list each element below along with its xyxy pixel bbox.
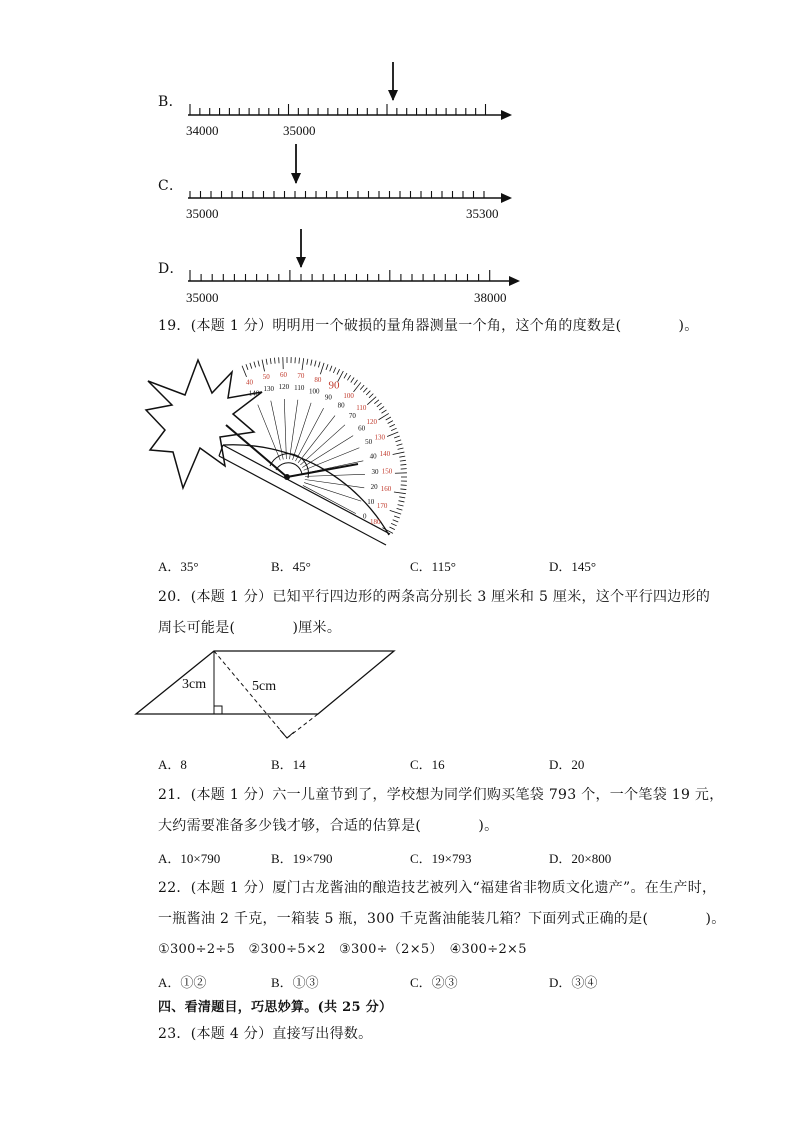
q20-option-b[interactable]: B．14 (271, 757, 306, 772)
tick-label-35300: 35300 (466, 206, 499, 221)
label-5cm: 5cm (252, 679, 277, 694)
protractor-inner-label: 100 (308, 387, 320, 396)
option-letter-d: D． (158, 261, 184, 277)
protractor-inner-label: 30 (371, 467, 379, 476)
tick-label-34000: 34000 (186, 123, 219, 138)
protractor-inner-label: 90 (324, 393, 332, 402)
q22-option-b[interactable]: B．①③ (271, 975, 319, 990)
q21-option-d[interactable]: D．20×800 (549, 851, 612, 866)
option-letter-c: C． (158, 178, 184, 194)
tick-label-38000: 38000 (474, 290, 507, 305)
protractor-outer-label: 50 (262, 373, 270, 382)
protractor-inner-label: 70 (348, 412, 356, 421)
label-3cm: 3cm (182, 677, 207, 692)
q19-option-b[interactable]: B．45° (271, 559, 311, 574)
protractor-outer-label: 80 (314, 375, 322, 384)
tick-label-35000: 35000 (283, 123, 316, 138)
tick-label-35000-c: 35000 (186, 206, 219, 221)
question-20-text-line1: 20．(本题 1 分）已知平行四边形的两条高分别长 3 厘米和 5 厘米，这个平行四边形的 (158, 589, 711, 605)
protractor-outer-label: 170 (376, 501, 388, 510)
q21-option-b[interactable]: B．19×790 (271, 851, 333, 866)
protractor-outer-label: 70 (297, 371, 305, 380)
question-22-expressions: ①300÷2÷5 ②300÷5×2 ③300÷（2×5） ④300÷2×5 (158, 942, 527, 957)
q22-option-a[interactable]: A．①② (158, 975, 207, 990)
protractor-outer-label: 150 (381, 467, 393, 476)
protractor-outer-label: 130 (374, 433, 385, 442)
protractor-inner-label: 0 (362, 512, 367, 521)
protractor-outer-label: 100 (343, 392, 354, 401)
protractor-outer-label: 40 (246, 378, 254, 387)
q19-option-a[interactable]: A．35° (158, 559, 199, 574)
q20-option-a[interactable]: A．8 (158, 757, 187, 772)
protractor-outer-label: 140 (379, 450, 391, 459)
q19-option-d[interactable]: D．145° (549, 559, 597, 574)
q20-option-c[interactable]: C．16 (410, 757, 445, 772)
question-22-text-line1: 22．(本题 1 分）厦门古龙酱油的酿造技艺被列入“福建省非物质文化遗产”。在生产时， (158, 880, 717, 896)
question-21-text-line2: 大约需要准备多少钱才够，合适的估算是( )。 (158, 818, 499, 834)
protractor-outer-label: 160 (380, 484, 392, 493)
question-19-text: 19．(本题 1 分）明明用一个破损的量角器测量一个角，这个角的度数是( )。 (158, 318, 699, 334)
option-letter-b: B． (158, 94, 183, 110)
q22-option-c[interactable]: C．②③ (410, 975, 458, 990)
section-4-title: 四、看清题目，巧思妙算。(共 25 分） (158, 1000, 393, 1015)
protractor-outer-label: 60 (280, 371, 288, 380)
question-20-text-line2: 周长可能是( )厘米。 (158, 620, 342, 636)
protractor-inner-label: 10 (367, 498, 375, 507)
protractor-outer-label: 180 (370, 517, 381, 526)
q21-option-c[interactable]: C．19×793 (410, 851, 472, 866)
protractor-inner-label: 110 (294, 383, 305, 392)
q21-option-a[interactable]: A．10×790 (158, 851, 221, 866)
q19-option-c[interactable]: C．115° (410, 559, 456, 574)
protractor-outer-label: 120 (366, 418, 378, 427)
protractor-inner-label: 20 (370, 483, 378, 492)
protractor-inner-label: 80 (337, 401, 345, 410)
protractor-inner-label: 40 (369, 452, 377, 461)
question-23-text: 23．(本题 4 分）直接写出得数。 (158, 1026, 373, 1042)
protractor-inner-label: 60 (358, 424, 366, 433)
protractor-outer-label: 90 (328, 379, 340, 392)
protractor-inner-label: 140 (248, 389, 260, 398)
protractor-inner-label: 130 (263, 384, 274, 393)
question-22-text-line2: 一瓶酱油 2 千克，一箱装 5 瓶，300 千克酱油能装几箱？下面列式正确的是( )。 (158, 911, 726, 927)
q22-option-d[interactable]: D．③④ (549, 975, 598, 990)
protractor-outer-label: 110 (356, 404, 367, 413)
tick-label-35000-d: 35000 (186, 290, 219, 305)
question-21-text-line1: 21．(本题 1 分）六一儿童节到了，学校想为同学们购买笔袋 793 个，一个笔袋 19 元， (158, 787, 724, 803)
protractor-inner-label: 120 (278, 383, 290, 392)
protractor-inner-label: 50 (365, 438, 373, 447)
q20-option-d[interactable]: D．20 (549, 757, 585, 772)
